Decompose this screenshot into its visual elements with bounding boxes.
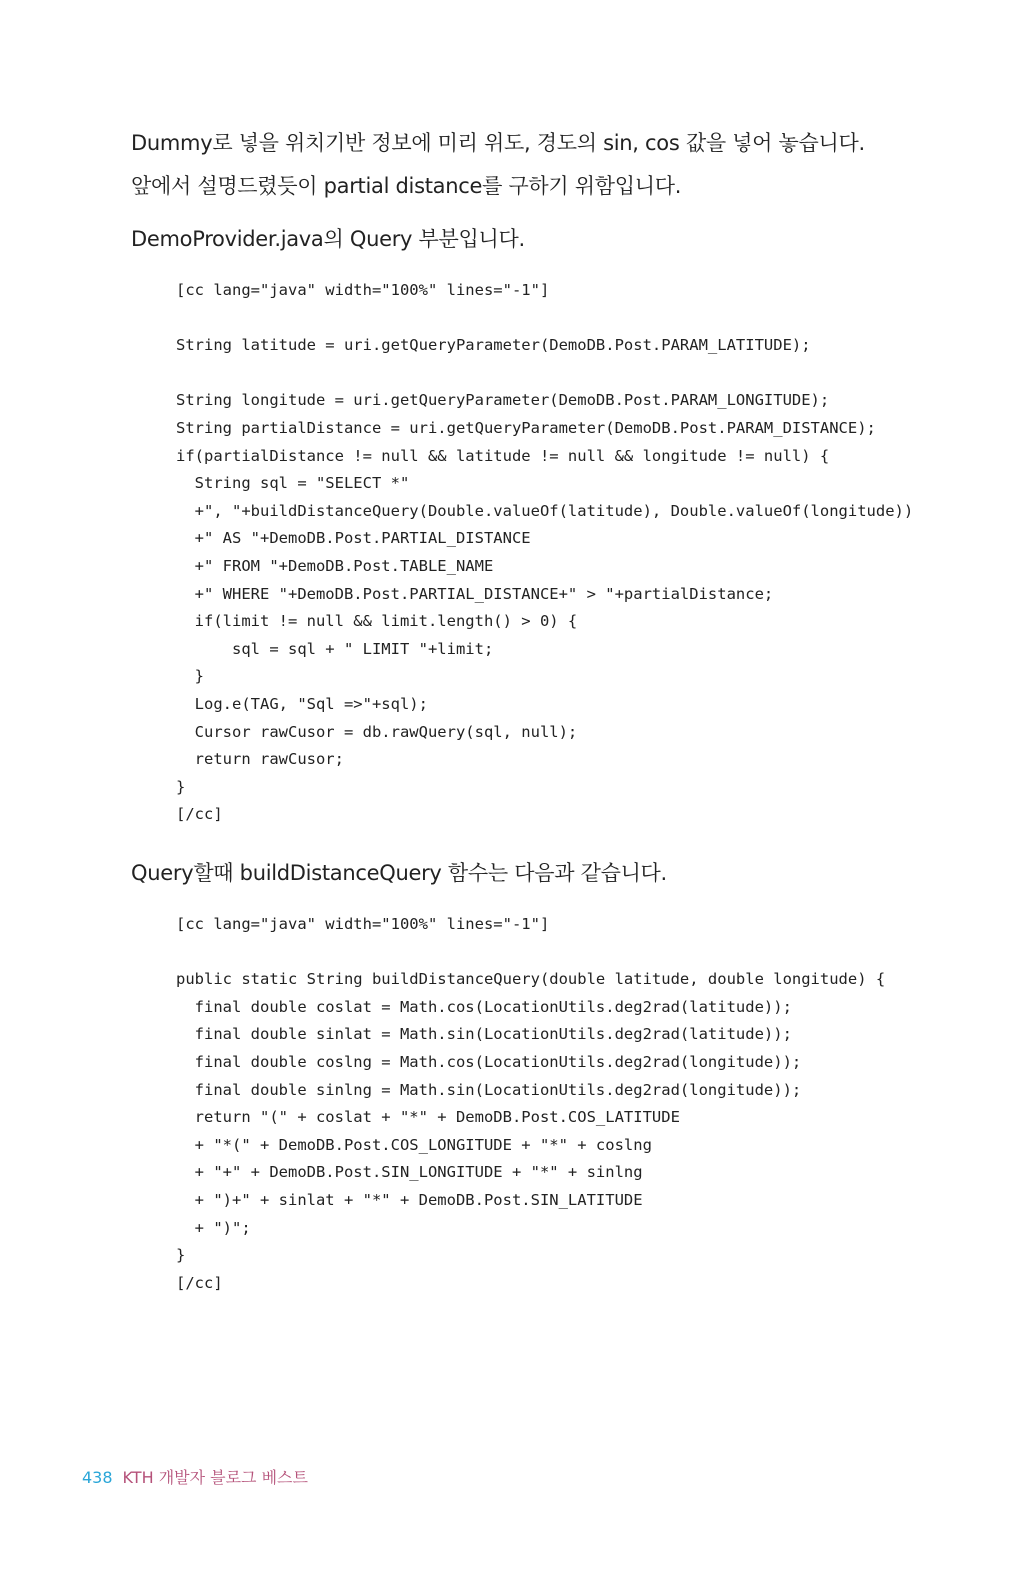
code-line: String latitude = uri.getQueryParameter(DemoDB.Post.PARAM_LATITUDE); xyxy=(176,336,811,355)
code-line: final double coslat = Math.cos(LocationUtils.deg2rad(latitude)); xyxy=(176,997,792,1016)
code-line: + "*(" + DemoDB.Post.COS_LONGITUDE + "*" + coslng xyxy=(176,1135,652,1154)
code-line: if(partialDistance != null && latitude != null && longitude != null) { xyxy=(176,446,830,465)
code-line: [cc lang="java" width="100%" lines="-1"] xyxy=(176,915,550,933)
paragraph-build-query-heading: Query할때 buildDistanceQuery 함수는 다음과 같습니다. xyxy=(131,861,667,885)
paragraph-provider-heading: DemoProvider.java의 Query 부분입니다. xyxy=(131,227,525,251)
code-line: +" FROM "+DemoDB.Post.TABLE_NAME xyxy=(176,556,494,575)
code-line: Log.e(TAG, "Sql =>"+sql); xyxy=(176,694,428,713)
code-line: final double sinlng = Math.sin(LocationUtils.deg2rad(longitude)); xyxy=(176,1080,802,1099)
code-line: String longitude = uri.getQueryParameter(DemoDB.Post.PARAM_LONGITUDE); xyxy=(176,391,830,410)
paragraph-intro-2: 앞에서 설명드렸듯이 partial distance를 구하기 위함입니다. xyxy=(131,174,682,198)
code-line: final double coslng = Math.cos(LocationUtils.deg2rad(longitude)); xyxy=(176,1052,802,1071)
code-line: [/cc] xyxy=(176,805,223,824)
code-line: String partialDistance = uri.getQueryParameter(DemoDB.Post.PARAM_DISTANCE); xyxy=(176,418,876,437)
paragraph-intro-1: Dummy로 넣을 위치기반 정보에 미리 위도, 경도의 sin, cos 값을 넣어 놓습니다. xyxy=(131,131,865,155)
code-line: [cc lang="java" width="100%" lines="-1"] xyxy=(176,281,550,299)
code-line: return "(" + coslat + "*" + DemoDB.Post.COS_LATITUDE xyxy=(176,1108,680,1127)
book-title: KTH 개발자 블로그 베스트 xyxy=(122,1468,308,1487)
code-line: if(limit != null && limit.length() > 0) { xyxy=(176,612,578,631)
code-block-build-distance-query xyxy=(176,911,885,1297)
code-line: public static String buildDistanceQuery(double latitude, double longitude) { xyxy=(176,970,886,989)
code-line: String sql = "SELECT *" xyxy=(176,474,410,493)
code-block-query xyxy=(176,277,913,829)
code-line: final double sinlat = Math.sin(LocationUtils.deg2rad(latitude)); xyxy=(176,1025,792,1044)
page-footer xyxy=(82,1466,308,1490)
code-line: sql = sql + " LIMIT "+limit; xyxy=(176,639,494,658)
code-line: } xyxy=(176,777,186,796)
code-line: +" AS "+DemoDB.Post.PARTIAL_DISTANCE xyxy=(176,529,531,548)
code-line: } xyxy=(176,1246,186,1265)
code-line xyxy=(176,939,885,967)
code-line: Cursor rawCusor = db.rawQuery(sql, null); xyxy=(176,722,578,741)
code-line: + ")+" + sinlat + "*" + DemoDB.Post.SIN_LATITUDE xyxy=(176,1190,643,1209)
page-number: 438 xyxy=(82,1468,113,1487)
code-line: + "+" + DemoDB.Post.SIN_LONGITUDE + "*" + sinlng xyxy=(176,1163,643,1182)
code-line: } xyxy=(176,667,204,686)
code-line xyxy=(176,360,913,388)
code-line: [/cc] xyxy=(176,1273,223,1292)
code-line: return rawCusor; xyxy=(176,750,344,769)
code-line: +", "+buildDistanceQuery(Double.valueOf(latitude), Double.valueOf(longitude)) xyxy=(176,501,914,520)
code-line: + ")"; xyxy=(176,1218,251,1237)
code-line xyxy=(176,305,913,333)
code-line: +" WHERE "+DemoDB.Post.PARTIAL_DISTANCE+" > "+partialDistance; xyxy=(176,584,774,603)
